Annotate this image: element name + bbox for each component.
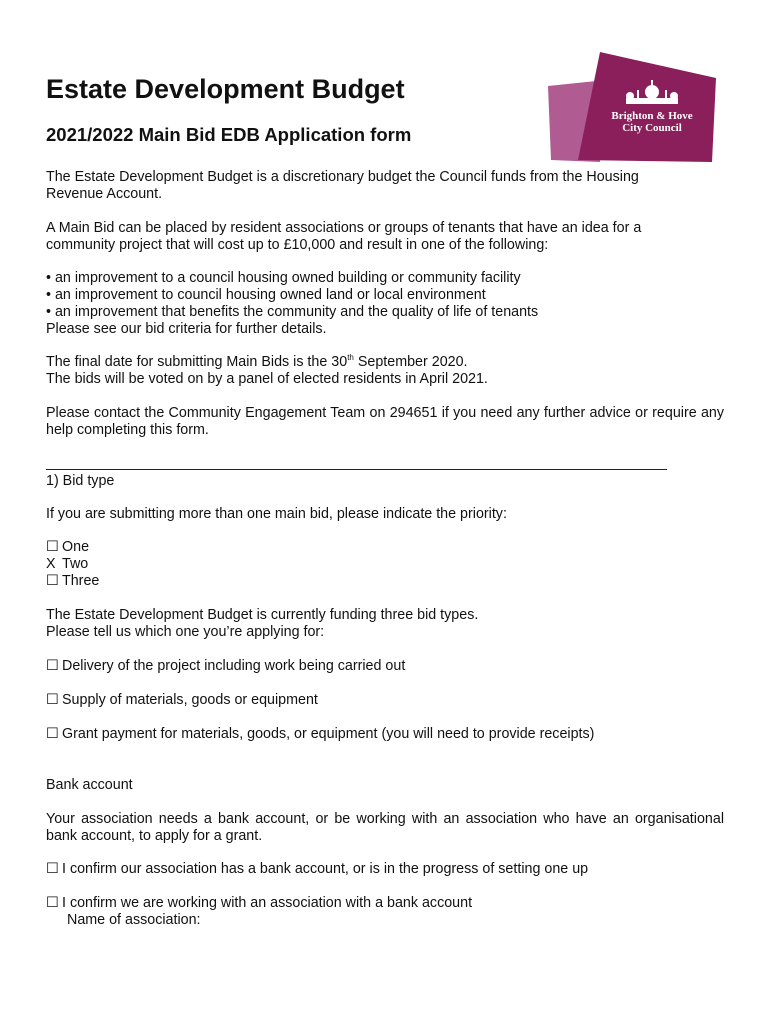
logo-line-2: City Council bbox=[622, 122, 682, 134]
intro-paragraph-1: The Estate Development Budget is a discretionary budget the Council funds from the Housing Revenue Account. bbox=[46, 169, 639, 202]
bid-type-option-delivery[interactable]: ☐ Delivery of the project including work being carried out bbox=[46, 658, 406, 674]
association-name-label: Name of association: bbox=[67, 912, 201, 928]
criteria-note: Please see our bid criteria for further details. bbox=[46, 321, 327, 337]
bank-account-heading: Bank account bbox=[46, 777, 133, 793]
priority-option-three[interactable]: ☐ Three bbox=[46, 573, 100, 589]
intro-paragraph-2: A Main Bid can be placed by resident associations or groups of tenants that have an idea for a community project that will cost up to £10,000 and result in one of the following: bbox=[46, 220, 642, 253]
bid-types-intro: The Estate Development Budget is currently funding three bid types. Please tell us which one you’re applying for: bbox=[46, 607, 479, 640]
priority-question: If you are submitting more than one main bid, please indicate the priority: bbox=[46, 506, 507, 522]
bank-account-intro: Your association needs a bank account, or be working with an association who have an organisational bank account, to apply for a grant. bbox=[46, 811, 724, 844]
list-item: • an improvement to council housing owned land or local environment bbox=[46, 287, 486, 303]
bid-type-heading: 1) Bid type bbox=[46, 473, 115, 489]
checkbox-icon[interactable]: ☐ bbox=[46, 692, 59, 708]
page-title: Estate Development Budget bbox=[46, 74, 405, 104]
section-divider bbox=[46, 469, 667, 470]
checkbox-icon[interactable]: ☐ bbox=[46, 573, 59, 589]
priority-option-two[interactable]: X Two bbox=[46, 556, 89, 572]
checked-mark-icon[interactable]: X bbox=[46, 556, 56, 572]
deadline-text: The final date for submitting Main Bids is the 30th September 2020. bbox=[46, 353, 468, 370]
logo-front-shape bbox=[578, 52, 716, 162]
checkbox-icon[interactable]: ☐ bbox=[46, 895, 59, 911]
logo-line-1: Brighton & Hove bbox=[611, 110, 693, 122]
priority-option-one[interactable]: ☐ One bbox=[46, 539, 90, 555]
bid-type-option-grant[interactable]: ☐ Grant payment for materials, goods, or equipment (you will need to provide receipts) bbox=[46, 726, 595, 742]
checkbox-icon[interactable]: ☐ bbox=[46, 726, 59, 742]
checkbox-icon[interactable]: ☐ bbox=[46, 861, 59, 877]
improvement-list bbox=[46, 270, 724, 338]
form-subtitle: 2021/2022 Main Bid EDB Application form bbox=[46, 124, 412, 145]
bank-option-partner[interactable]: ☐ I confirm we are working with an association with a bank account bbox=[46, 895, 473, 911]
list-item: • an improvement that benefits the community and the quality of life of tenants bbox=[46, 304, 539, 320]
council-logo bbox=[548, 52, 716, 162]
deadline-paragraph bbox=[46, 354, 724, 388]
priority-options bbox=[46, 539, 724, 590]
bank-option-partner-account bbox=[46, 895, 724, 929]
bid-type-option-supply[interactable]: ☐ Supply of materials, goods or equipment bbox=[46, 692, 318, 708]
list-item: • an improvement to a council housing owned building or community facility bbox=[46, 270, 521, 286]
bank-option-own-account[interactable]: ☐ I confirm our association has a bank account, or is in the progress of setting one up bbox=[46, 861, 589, 877]
contact-paragraph: Please contact the Community Engagement Team on 294651 if you need any further advice or require any help completing this form. bbox=[46, 405, 725, 438]
checkbox-icon[interactable]: ☐ bbox=[46, 539, 59, 555]
vote-note: The bids will be voted on by a panel of elected residents in April 2021. bbox=[46, 371, 488, 387]
checkbox-icon[interactable]: ☐ bbox=[46, 658, 59, 674]
